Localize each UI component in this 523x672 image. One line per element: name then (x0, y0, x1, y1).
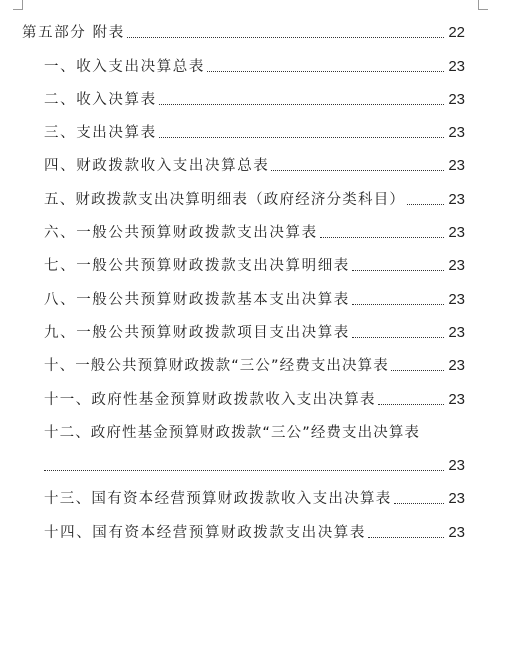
toc-entry-page: 23 (448, 224, 465, 242)
toc-entry-page: 23 (448, 257, 465, 275)
toc-entry-page: 23 (448, 124, 465, 142)
toc-entry-label: 九、一般公共预算财政拨款项目支出决算表 (44, 324, 350, 341)
toc-entry-1[interactable] (22, 42, 465, 75)
toc-dot-leader (271, 169, 444, 171)
toc-entry-page: 23 (448, 57, 465, 75)
toc-entry-3[interactable] (22, 109, 465, 142)
toc-dot-leader (378, 403, 445, 405)
toc-dot-leader (159, 136, 445, 138)
toc-entry-label: 十二、政府性基金预算财政拨款“三公”经费支出决算表 (44, 424, 421, 441)
toc-entry-page: 23 (448, 290, 465, 308)
toc-entry-13[interactable] (22, 475, 465, 508)
toc-entry-page: 23 (448, 490, 465, 508)
toc-entry-11[interactable] (22, 375, 465, 408)
toc-entry-label: 五、财政拨款支出决算明细表（政府经济分类科目） (44, 191, 406, 208)
toc-dot-leader (320, 236, 445, 238)
toc-entry-4[interactable] (22, 142, 465, 175)
toc-entry-label: 一、收入支出决算总表 (44, 58, 205, 75)
toc-entry-8[interactable] (22, 275, 465, 308)
toc-entry-label: 第五部分 附表 (22, 25, 125, 42)
toc-entry-label: 十四、国有资本经营预算财政拨款支出决算表 (44, 524, 366, 541)
toc-entry-label: 七、一般公共预算财政拨款支出决算明细表 (44, 258, 350, 275)
toc-entry-5[interactable] (22, 175, 465, 208)
toc-dot-leader (127, 36, 445, 38)
toc-dot-leader (352, 269, 444, 271)
toc-entry-page: 23 (448, 523, 465, 541)
toc-entry-page: 23 (448, 90, 465, 108)
toc-entry-page: 23 (448, 457, 465, 475)
toc-dot-leader (368, 536, 444, 538)
toc-entry-12-continued[interactable] (22, 442, 465, 475)
toc-dot-leader (394, 502, 445, 504)
toc-entry-page: 23 (448, 357, 465, 375)
table-of-contents (22, 9, 465, 542)
toc-dot-leader (391, 369, 444, 371)
toc-entry-label: 六、一般公共预算财政拨款支出决算表 (44, 225, 318, 242)
toc-dot-leader (44, 469, 444, 471)
toc-entry-7[interactable] (22, 242, 465, 275)
toc-entry-page: 23 (448, 190, 465, 208)
toc-entry-page: 23 (448, 390, 465, 408)
toc-entry-label: 八、一般公共预算财政拨款基本支出决算表 (44, 291, 350, 308)
toc-entry-label: 十、一般公共预算财政拨款“三公”经费支出决算表 (44, 358, 389, 375)
toc-entry-part-five[interactable] (22, 9, 465, 42)
toc-entry-12[interactable] (22, 409, 465, 442)
toc-entry-label: 三、支出决算表 (44, 125, 157, 142)
toc-entry-page: 23 (448, 323, 465, 341)
toc-entry-14[interactable] (22, 508, 465, 541)
toc-entry-6[interactable] (22, 209, 465, 242)
toc-entry-10[interactable] (22, 342, 465, 375)
toc-dot-leader (352, 336, 444, 338)
toc-entry-label: 二、收入决算表 (44, 91, 157, 108)
toc-entry-label: 十三、国有资本经营预算财政拨款收入支出决算表 (44, 491, 392, 508)
crop-mark-top-right (478, 0, 488, 10)
toc-entry-2[interactable] (22, 76, 465, 109)
toc-dot-leader (207, 70, 444, 72)
toc-entry-9[interactable] (22, 309, 465, 342)
toc-entry-page: 23 (448, 157, 465, 175)
toc-entry-label: 十一、政府性基金预算财政拨款收入支出决算表 (44, 391, 376, 408)
toc-dot-leader (407, 203, 444, 205)
toc-dot-leader (159, 103, 445, 105)
toc-dot-leader (352, 303, 444, 305)
toc-entry-label: 四、财政拨款收入支出决算总表 (44, 158, 270, 175)
toc-entry-page: 22 (448, 24, 465, 42)
